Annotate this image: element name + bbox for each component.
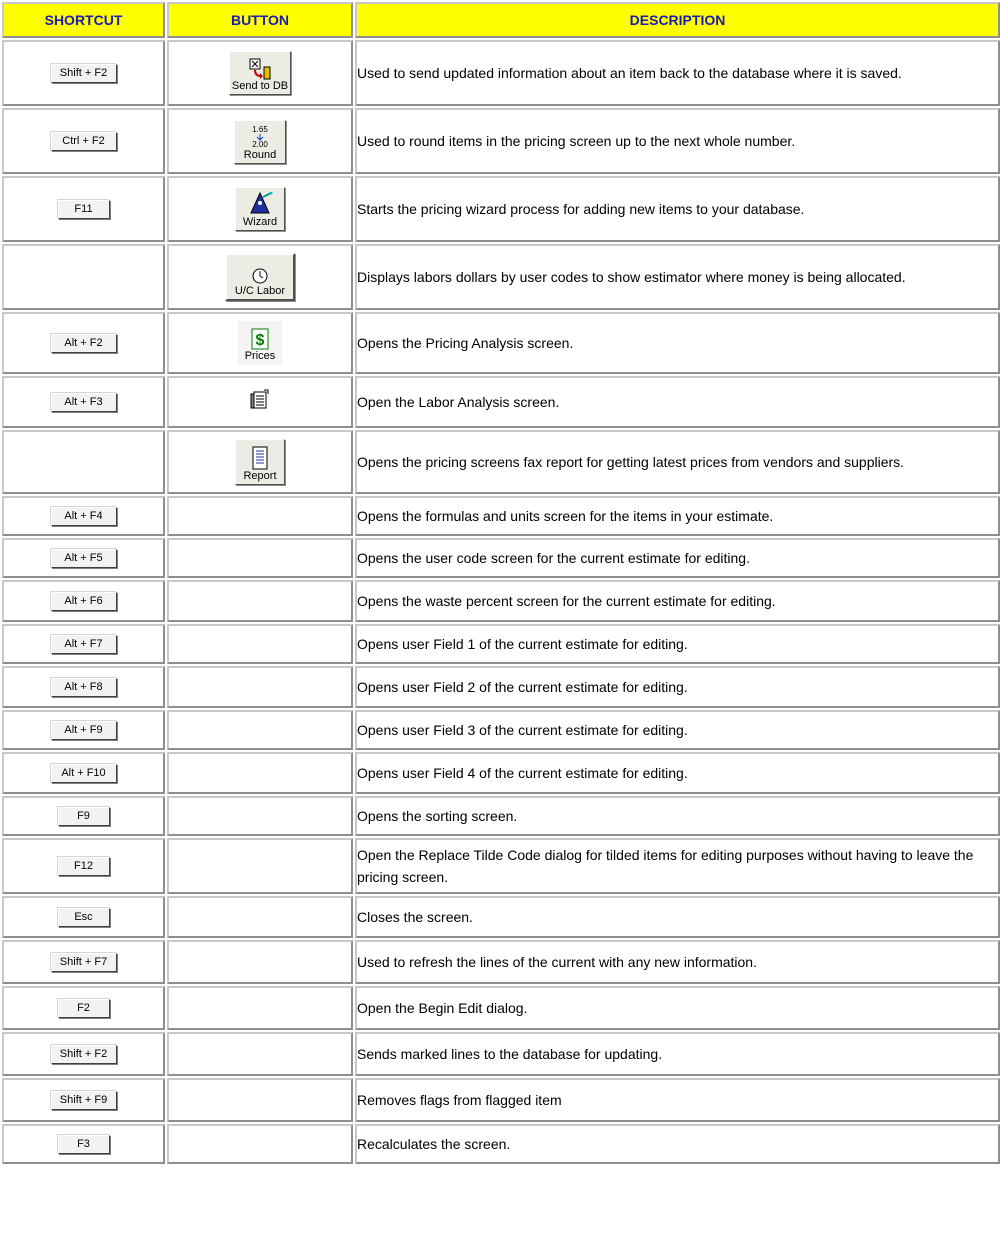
table-row: [2, 986, 1000, 1030]
button-label: Send to DB: [231, 80, 289, 92]
table-row: [2, 1032, 1000, 1076]
round-button[interactable]: [234, 120, 286, 164]
shortcut-key[interactable]: Shift + F7: [51, 953, 117, 972]
send-to-db-button[interactable]: [229, 51, 291, 95]
description: Opens user Field 3 of the current estimate for editing.: [355, 710, 1000, 750]
description: Opens the pricing screens fax report for getting latest prices from vendors and suppliers.: [355, 430, 1000, 494]
button-label: Wizard: [242, 216, 278, 228]
shortcut-key[interactable]: Ctrl + F2: [51, 132, 117, 151]
table-row: [2, 430, 1000, 494]
description: Opens the Pricing Analysis screen.: [355, 312, 1000, 374]
button-label: Prices: [244, 350, 276, 362]
shortcut-key[interactable]: Alt + F9: [51, 721, 117, 740]
labor-analysis-icon: [248, 388, 272, 412]
table-row: [2, 376, 1000, 428]
clock-icon: [251, 267, 269, 285]
table-row: [2, 40, 1000, 106]
table-row: [2, 940, 1000, 984]
round-result-value: 2.00: [252, 139, 268, 149]
svg-text:$: $: [255, 332, 265, 349]
shortcut-key[interactable]: Esc: [58, 908, 110, 927]
report-button[interactable]: [235, 439, 285, 485]
description: Opens user Field 4 of the current estimate for editing.: [355, 752, 1000, 794]
table-row: [2, 796, 1000, 836]
uc-labor-button[interactable]: [225, 253, 295, 301]
shortcut-key[interactable]: Alt + F7: [51, 635, 117, 654]
description: Starts the pricing wizard process for adding new items to your database.: [355, 176, 1000, 242]
description: Displays labors dollars by user codes to show estimator where money is being allocated.: [355, 244, 1000, 310]
table-row: [2, 752, 1000, 794]
shortcut-key[interactable]: F11: [58, 200, 110, 219]
description: Open the Replace Tilde Code dialog for tilded items for editing purposes without having to leave the pricing screen.: [355, 838, 1000, 894]
description: Used to send updated information about an item back to the database where it is saved.: [355, 40, 1000, 106]
button-label: U/C Labor: [234, 285, 286, 297]
description: Opens the user code screen for the current estimate for editing.: [355, 538, 1000, 578]
description: Used to round items in the pricing screen up to the next whole number.: [355, 108, 1000, 174]
header-button: BUTTON: [167, 2, 353, 38]
table-row: [2, 1078, 1000, 1122]
header-row: [2, 2, 1000, 38]
table-row: [2, 312, 1000, 374]
shortcut-key[interactable]: Alt + F5: [51, 549, 117, 568]
description: Open the Begin Edit dialog.: [355, 986, 1000, 1030]
shortcut-key[interactable]: F2: [58, 999, 110, 1018]
shortcut-key[interactable]: Alt + F8: [51, 678, 117, 697]
table-row: [2, 838, 1000, 894]
wizard-icon: [247, 192, 273, 216]
header-description: DESCRIPTION: [355, 2, 1000, 38]
button-label: Round: [243, 148, 277, 161]
description: Recalculates the screen.: [355, 1124, 1000, 1164]
description: Used to refresh the lines of the current with any new information.: [355, 940, 1000, 984]
shortcut-key[interactable]: Shift + F2: [51, 64, 117, 83]
table-row: [2, 624, 1000, 664]
table-row: [2, 244, 1000, 310]
shortcut-key[interactable]: Shift + F9: [51, 1091, 117, 1110]
send-to-db-icon: [247, 58, 273, 80]
dollar-icon: [251, 328, 269, 350]
shortcut-key[interactable]: F12: [58, 857, 110, 876]
description: Opens the waste percent screen for the current estimate for editing.: [355, 580, 1000, 622]
labor-analysis-button[interactable]: [248, 388, 272, 412]
table-row: [2, 666, 1000, 708]
shortcut-key[interactable]: F9: [58, 807, 110, 826]
shortcut-key[interactable]: F3: [58, 1135, 110, 1154]
shortcut-key[interactable]: Alt + F4: [51, 507, 117, 526]
shortcut-key[interactable]: Alt + F2: [51, 334, 117, 353]
shortcut-key[interactable]: Shift + F2: [51, 1045, 117, 1064]
table-row: [2, 496, 1000, 536]
description: Opens the formulas and units screen for the items in your estimate.: [355, 496, 1000, 536]
shortcut-key[interactable]: Alt + F3: [51, 393, 117, 412]
button-label: Report: [243, 470, 277, 482]
report-icon: [251, 446, 269, 470]
table-row: [2, 1124, 1000, 1164]
table-row: [2, 710, 1000, 750]
wizard-button[interactable]: [235, 187, 285, 231]
table-row: [2, 176, 1000, 242]
table-row: [2, 580, 1000, 622]
shortcut-key[interactable]: Alt + F10: [51, 764, 117, 783]
description: Closes the screen.: [355, 896, 1000, 938]
round-top-value: 1.65: [252, 124, 268, 134]
description: Opens the sorting screen.: [355, 796, 1000, 836]
description: Opens user Field 1 of the current estimate for editing.: [355, 624, 1000, 664]
description: Open the Labor Analysis screen.: [355, 376, 1000, 428]
description: Removes flags from flagged item: [355, 1078, 1000, 1122]
header-shortcut: SHORTCUT: [2, 2, 165, 38]
table-row: [2, 896, 1000, 938]
description: Sends marked lines to the database for updating.: [355, 1032, 1000, 1076]
prices-button[interactable]: [238, 321, 282, 365]
shortcut-key[interactable]: Alt + F6: [51, 592, 117, 611]
table-row: [2, 538, 1000, 578]
table-row: [2, 108, 1000, 174]
description: Opens user Field 2 of the current estimate for editing.: [355, 666, 1000, 708]
